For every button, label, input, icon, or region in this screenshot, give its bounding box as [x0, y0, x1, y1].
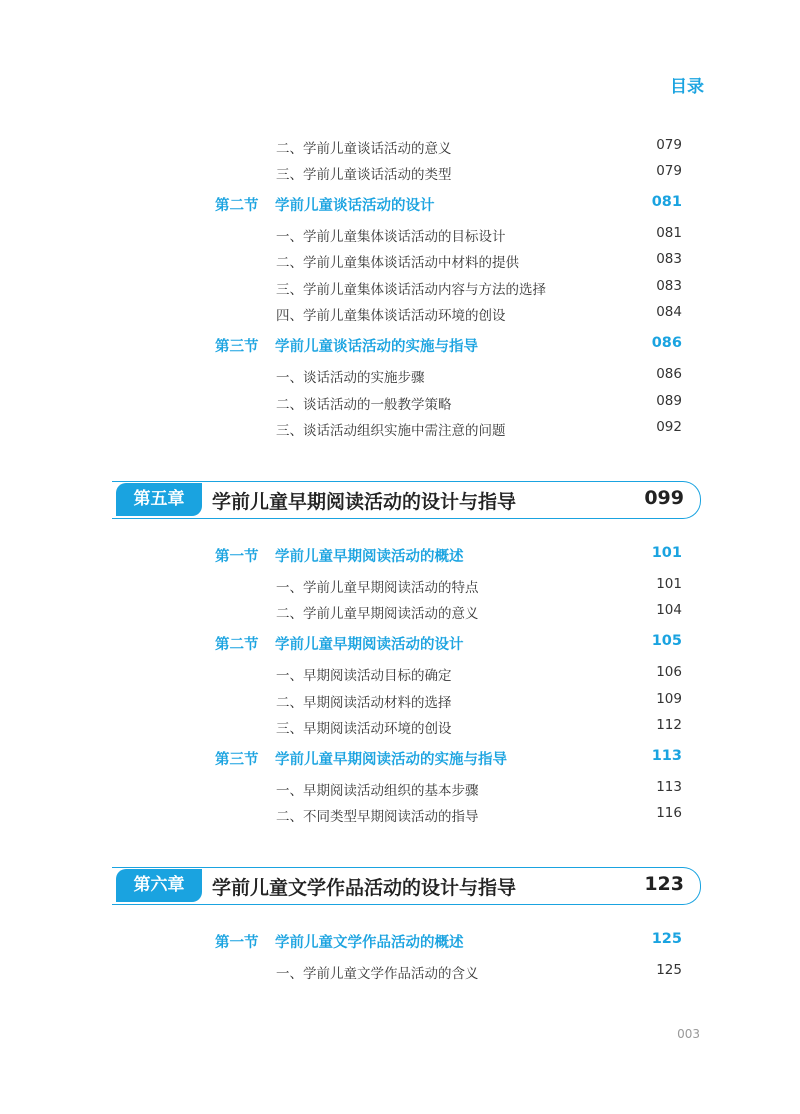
- toc-section-number: 第一节: [215, 549, 259, 565]
- toc-chapter-6[interactable]: [112, 867, 704, 905]
- toc-entry-page: 113: [656, 779, 682, 795]
- toc-entry-page: 084: [656, 304, 682, 320]
- page-number: 003: [677, 1027, 700, 1041]
- toc-entry-page: 079: [656, 137, 682, 153]
- chapter-page: 099: [644, 487, 684, 509]
- toc-entry-page: 116: [656, 805, 682, 821]
- toc-entry[interactable]: [0, 134, 800, 158]
- toc-section[interactable]: [0, 929, 800, 953]
- toc-entry-page: 089: [656, 393, 682, 409]
- toc-entry-label: 一、学前儿童集体谈话活动的目标设计: [276, 229, 506, 245]
- toc-entry-label: 二、谈话活动的一般教学策略: [276, 397, 452, 413]
- toc-entry[interactable]: [0, 248, 800, 272]
- toc-entry[interactable]: [0, 222, 800, 246]
- toc-entry-label: 三、学前儿童集体谈话活动内容与方法的选择: [276, 282, 546, 298]
- toc-section-page: 105: [651, 633, 682, 649]
- chapter-title: 学前儿童文学作品活动的设计与指导: [212, 877, 517, 899]
- toc-entry-page: 104: [656, 602, 682, 618]
- toc-entry-page: 086: [656, 366, 682, 382]
- toc-section[interactable]: [0, 543, 800, 567]
- chapter-badge: 第六章: [116, 869, 202, 902]
- toc-section-title: 学前儿童早期阅读活动的设计: [275, 637, 464, 653]
- toc-section-number: 第三节: [215, 339, 259, 355]
- toc-entry[interactable]: [0, 573, 800, 597]
- toc-section-title: 学前儿童谈话活动的实施与指导: [275, 339, 478, 355]
- toc-entry-page: 083: [656, 251, 682, 267]
- toc-section[interactable]: [0, 192, 800, 216]
- toc-entry[interactable]: [0, 390, 800, 414]
- toc-entry-label: 三、早期阅读活动环境的创设: [276, 721, 452, 737]
- toc-section-page: 113: [651, 748, 682, 764]
- toc-section-heading: [215, 545, 464, 566]
- toc-section-heading: [215, 748, 507, 769]
- toc-entry[interactable]: [0, 599, 800, 623]
- chapter-title: 学前儿童早期阅读活动的设计与指导: [212, 491, 517, 513]
- toc-entry-page: 112: [656, 717, 682, 733]
- toc-entry-page: 081: [656, 225, 682, 241]
- toc-entry[interactable]: [0, 776, 800, 800]
- toc-entry[interactable]: [0, 363, 800, 387]
- toc-header-title: 目录: [670, 77, 704, 97]
- toc-section-title: 学前儿童早期阅读活动的概述: [275, 549, 464, 565]
- chapter-badge: 第五章: [116, 483, 202, 516]
- toc-entry-label: 一、早期阅读活动目标的确定: [276, 668, 452, 684]
- toc-entry-label: 二、学前儿童集体谈话活动中材料的提供: [276, 255, 519, 271]
- toc-entry-page: 106: [656, 664, 682, 680]
- toc-entry-label: 二、不同类型早期阅读活动的指导: [276, 809, 479, 825]
- toc-entry-label: 一、学前儿童文学作品活动的含义: [276, 966, 479, 982]
- toc-entry-label: 二、早期阅读活动材料的选择: [276, 695, 452, 711]
- toc-entry-label: 一、学前儿童早期阅读活动的特点: [276, 580, 479, 596]
- toc-section-title: 学前儿童早期阅读活动的实施与指导: [275, 752, 507, 768]
- toc-section-number: 第一节: [215, 935, 259, 951]
- toc-entry-label: 四、学前儿童集体谈话活动环境的创设: [276, 308, 506, 324]
- toc-entry-label: 二、学前儿童谈话活动的意义: [276, 141, 452, 157]
- toc-entry-page: 101: [656, 576, 682, 592]
- toc-section-number: 第二节: [215, 198, 259, 214]
- toc-entry-label: 三、学前儿童谈话活动的类型: [276, 167, 452, 183]
- toc-section-title: 学前儿童文学作品活动的概述: [275, 935, 464, 951]
- toc-entry[interactable]: [0, 275, 800, 299]
- toc-entry-label: 三、谈话活动组织实施中需注意的问题: [276, 423, 506, 439]
- toc-section-page: 086: [651, 335, 682, 351]
- toc-chapter-5[interactable]: [112, 481, 704, 519]
- toc-section-page: 081: [651, 194, 682, 210]
- toc-entry[interactable]: [0, 661, 800, 685]
- toc-entry-page: 092: [656, 419, 682, 435]
- toc-section-heading: [215, 194, 435, 215]
- toc-section[interactable]: [0, 333, 800, 357]
- toc-section-number: 第二节: [215, 637, 259, 653]
- toc-section-page: 125: [651, 931, 682, 947]
- toc-entry[interactable]: [0, 416, 800, 440]
- toc-section-title: 学前儿童谈话活动的设计: [275, 198, 435, 214]
- toc-section-heading: [215, 335, 478, 356]
- toc-section-number: 第三节: [215, 752, 259, 768]
- toc-entry[interactable]: [0, 959, 800, 983]
- toc-section[interactable]: [0, 631, 800, 655]
- toc-section-heading: [215, 633, 464, 654]
- toc-entry-page: 125: [656, 962, 682, 978]
- toc-entry[interactable]: [0, 160, 800, 184]
- toc-entry[interactable]: [0, 802, 800, 826]
- toc-entry[interactable]: [0, 714, 800, 738]
- chapter-page: 123: [644, 873, 684, 895]
- toc-entry[interactable]: [0, 688, 800, 712]
- toc-entry-label: 二、学前儿童早期阅读活动的意义: [276, 606, 479, 622]
- toc-entry-label: 一、早期阅读活动组织的基本步骤: [276, 783, 479, 799]
- toc-entry-page: 079: [656, 163, 682, 179]
- toc-section-heading: [215, 931, 464, 952]
- toc-entry[interactable]: [0, 301, 800, 325]
- toc-section[interactable]: [0, 746, 800, 770]
- toc-entry-label: 一、谈话活动的实施步骤: [276, 370, 425, 386]
- toc-section-page: 101: [651, 545, 682, 561]
- toc-entry-page: 109: [656, 691, 682, 707]
- toc-entry-page: 083: [656, 278, 682, 294]
